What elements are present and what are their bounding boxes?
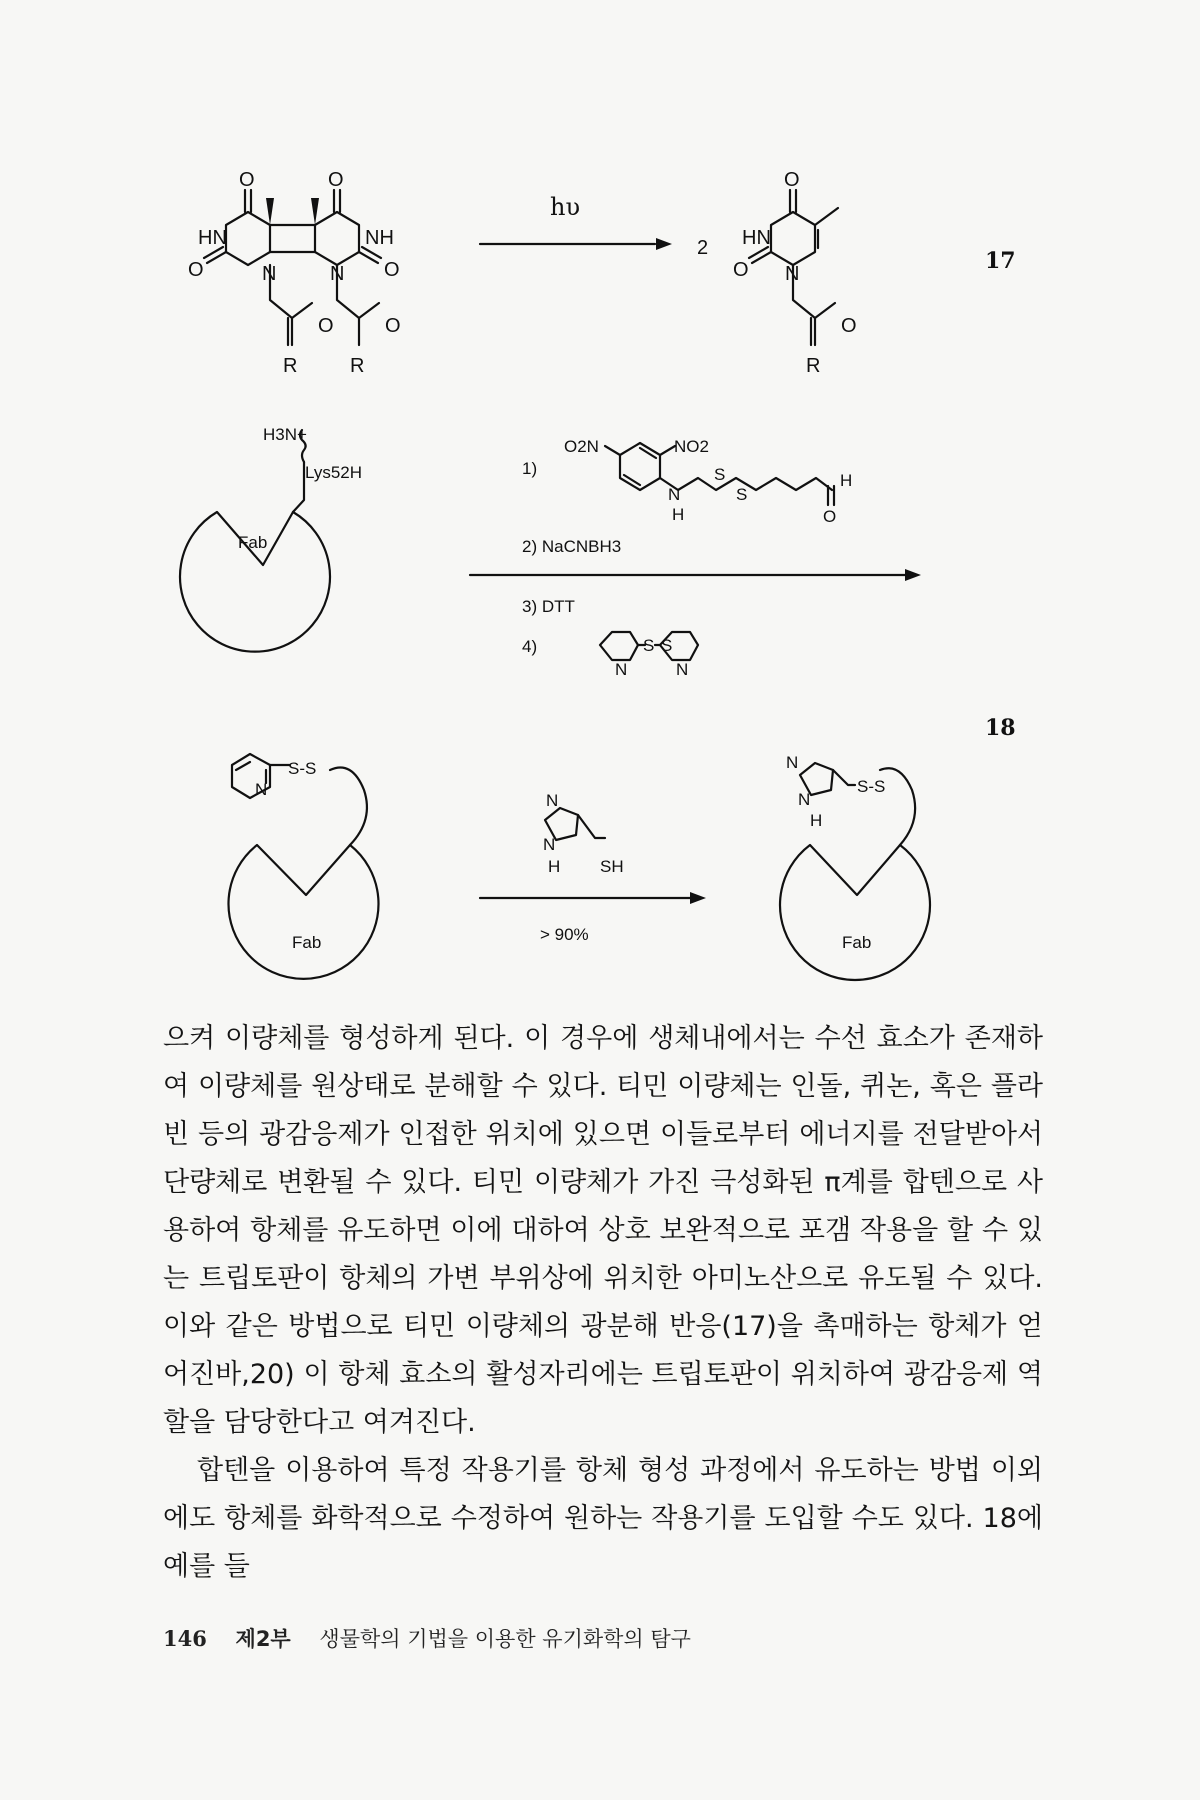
svg-text:N: N: [798, 790, 811, 809]
svg-text:O: O: [328, 169, 344, 191]
svg-text:O: O: [188, 259, 204, 281]
fab-antibody-right: [780, 845, 930, 980]
svg-text:S: S: [643, 636, 655, 655]
svg-text:O: O: [384, 259, 400, 281]
svg-text:O: O: [784, 169, 800, 191]
svg-text:S-S: S-S: [857, 777, 886, 796]
fab-label-top: Fab: [238, 533, 268, 552]
book-title: 생물학의 기법을 이용한 유기화학의 탐구: [319, 1627, 691, 1651]
svg-text:H: H: [672, 505, 685, 524]
page-number: 146: [163, 1626, 207, 1651]
svg-text:O2N: O2N: [564, 437, 599, 456]
svg-text:N: N: [676, 660, 689, 679]
svg-text:3) DTT: 3) DTT: [522, 597, 575, 616]
svg-text:N: N: [785, 263, 800, 285]
svg-text:H: H: [840, 471, 853, 490]
svg-text:R: R: [806, 355, 821, 377]
svg-text:O: O: [239, 169, 255, 191]
svg-text:4): 4): [522, 637, 538, 656]
svg-text:O: O: [318, 315, 334, 337]
yield-label: > 90%: [540, 925, 589, 944]
svg-text:NH: NH: [365, 227, 394, 249]
svg-text:HN: HN: [198, 227, 227, 249]
fab-label-right: Fab: [842, 933, 872, 952]
svg-text:N: N: [668, 485, 681, 504]
paragraph-1: 으켜 이량체를 형성하게 된다. 이 경우에 생체내에서는 수선 효소가 존재하여 이량체를 원상태로 분해할 수 있다. 티민 이량체는 인돌, 퀴논, 혹은 플라빈 등의 광감응제가 인접한 위치에 있으면 이들로부터 에너지를 전달받아서 단량체로 변환될 수 있다. 티민 이량체가 가진 극성화된 π계를 합텐으로 사용하여 항체를 유도하면 이에 대하여 상호 보완적으로 포갬 작용을 할 수 있는 트립토판이 항체의 가변 부위상에 위치한 아미노산으로 유도될 수 있다. 이와 같은 방법으로 티민 이량체의 광분해 반응(17)을 촉매하는 항체가 얻어진바,20) 이 항체 효소의 활성자리에는 트립토판이 위치하여 광감응제 역할을 담당한다고 여겨진다.: [163, 1023, 1043, 1438]
lys-label: Lys52H: [305, 463, 363, 482]
svg-text:N: N: [330, 263, 345, 285]
svg-text:H: H: [810, 811, 823, 830]
svg-text:R: R: [283, 355, 298, 377]
thymine-dimer-structure: [204, 190, 381, 345]
svg-text:2) NaCNBH3: 2) NaCNBH3: [522, 537, 622, 556]
svg-text:N: N: [786, 753, 799, 772]
compound-number-18: 18: [985, 715, 1016, 741]
svg-text:S: S: [714, 465, 726, 484]
svg-text:1): 1): [522, 459, 538, 478]
paragraph-2: 합텐을 이용하여 특정 작용기를 항체 형성 과정에서 유도하는 방법 이외에도 항체를 화학적으로 수정하여 원하는 작용기를 도입할 수도 있다. 18에 예를 들: [163, 1455, 1043, 1582]
svg-text:N: N: [615, 660, 628, 679]
svg-text:O: O: [823, 507, 837, 526]
svg-text:H: H: [548, 857, 561, 876]
svg-text:R: R: [350, 355, 365, 377]
svg-text:N: N: [543, 835, 556, 854]
body-text: [163, 1015, 1043, 1591]
svg-text:SH: SH: [600, 857, 624, 876]
svg-text:S: S: [736, 485, 748, 504]
part-label: 제2부: [235, 1627, 291, 1651]
svg-text:S-S: S-S: [288, 759, 317, 778]
svg-text:O: O: [385, 315, 401, 337]
svg-text:N: N: [546, 791, 559, 810]
svg-text:HN: HN: [742, 227, 771, 249]
bottom-scheme-labels: [255, 753, 885, 952]
svg-text:NO2: NO2: [674, 437, 709, 456]
coefficient-2: 2: [697, 237, 709, 259]
scheme18-labels: [238, 425, 1016, 741]
compound-number-17: 17: [985, 248, 1016, 274]
amine-label: H3N+: [263, 425, 307, 444]
svg-text:N: N: [262, 263, 277, 285]
hv-label: hυ: [550, 193, 581, 221]
page-footer: [163, 1623, 691, 1653]
svg-text:O: O: [841, 315, 857, 337]
svg-text:S: S: [661, 636, 673, 655]
svg-text:O: O: [733, 259, 749, 281]
fab-antibody-left: [229, 845, 379, 979]
svg-text:N: N: [255, 780, 268, 799]
fab-label-left: Fab: [292, 933, 322, 952]
